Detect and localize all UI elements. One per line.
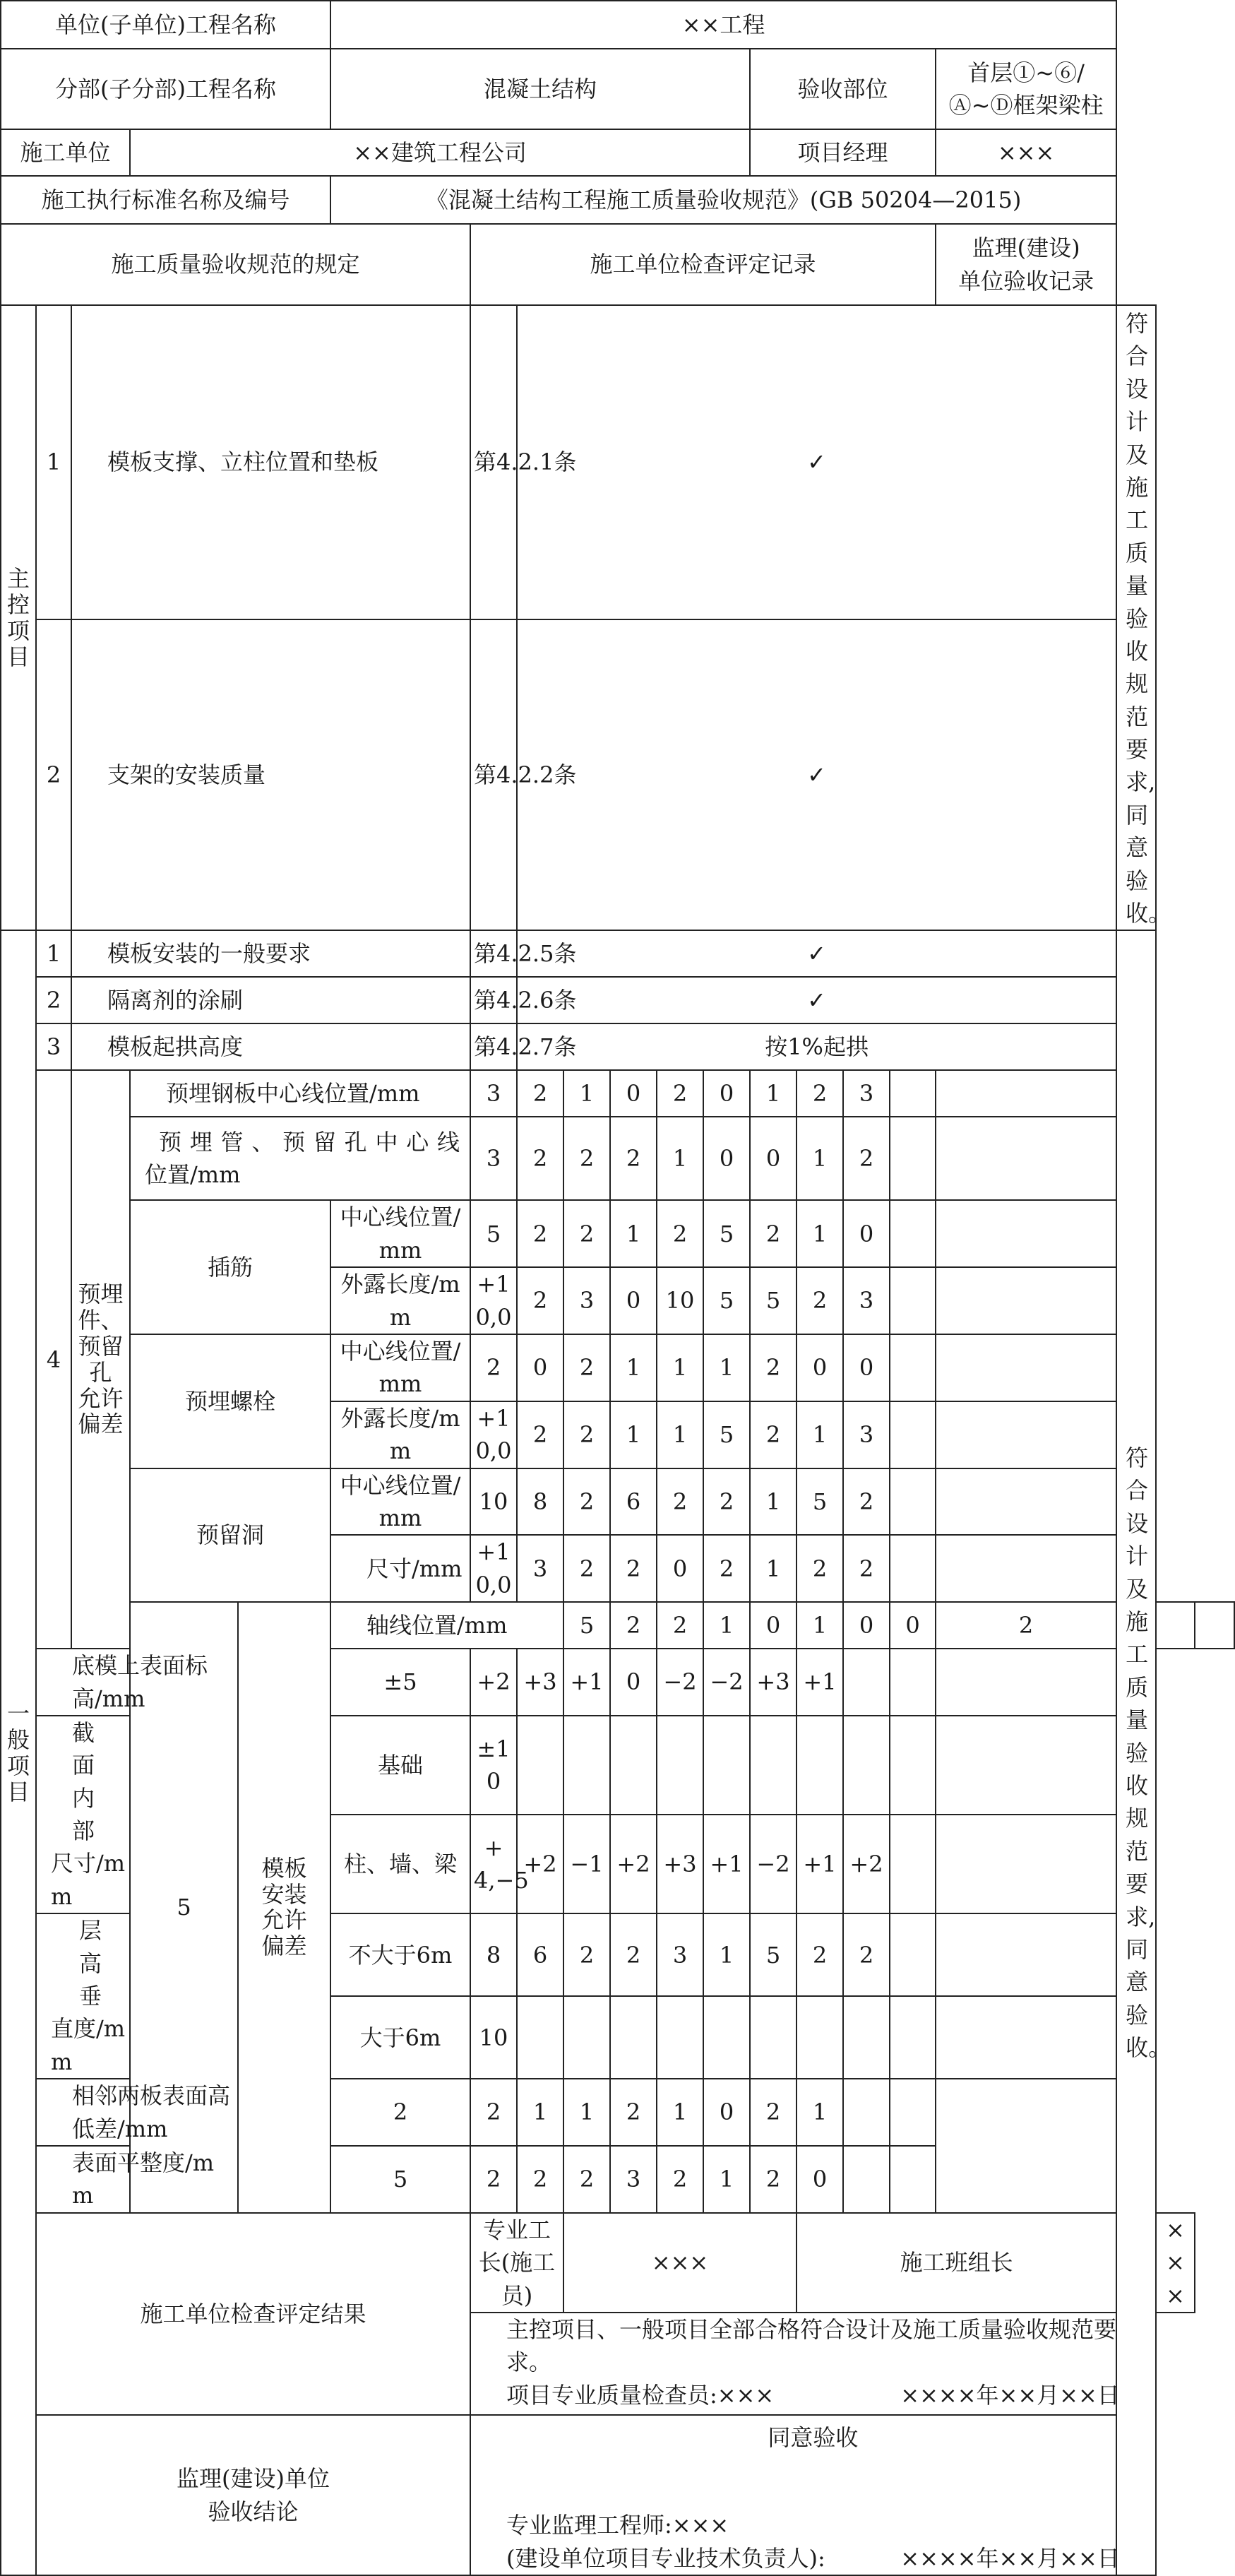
allowance: ±5	[330, 1649, 470, 1716]
measure-cell	[936, 1267, 1116, 1334]
measure-cell: −1	[563, 1815, 610, 1913]
embedded-pipe-name	[130, 1117, 470, 1200]
measure-row	[1, 1070, 1234, 1117]
sub-project-label: 分部(子分部)工程名称	[1, 49, 330, 129]
allowance: 3	[470, 1117, 517, 1200]
measure-cell	[936, 1996, 1116, 2079]
measure-cell	[563, 1716, 610, 1815]
supervisor-result-box	[470, 2415, 1156, 2575]
measure-cell: 3	[657, 1913, 703, 1996]
general-item-name: 隔离剂的涂刷	[71, 977, 470, 1023]
measure-cell: 0	[890, 1602, 936, 1649]
bolt-label: 预埋螺栓	[130, 1334, 330, 1468]
measure-cell: 1	[797, 1117, 843, 1200]
pipe-name-line-2: 位置/mm	[145, 1161, 241, 1189]
measure-cell: −2	[703, 1649, 750, 1716]
adj-name: 相邻两板表面高低差/mm	[36, 2079, 238, 2146]
measure-cell: 0	[517, 1334, 563, 1401]
supervisor-result-label	[36, 2415, 470, 2575]
measure-cell: 2	[797, 1070, 843, 1117]
pm-label: 项目经理	[750, 129, 936, 176]
inspector-label: 项目专业质量检查员:×××	[506, 2381, 775, 2409]
measure-cell: 2	[797, 1267, 843, 1334]
bolt-expose-name: 外露长度/mm	[330, 1401, 470, 1468]
measure-cell	[936, 1200, 1116, 1267]
location-label: 验收部位	[750, 49, 936, 129]
vert-le6-name: 不大于6m	[330, 1913, 470, 1996]
measure-row	[1, 1649, 1234, 1716]
general-item-result: ✓	[517, 930, 1116, 977]
supervisor-label-line-1: 监理(建设)单位	[177, 2465, 330, 2493]
measure-cell	[750, 1716, 797, 1815]
general-item-clause: 第4.2.5条	[470, 930, 517, 977]
embedded-plate-name: 预埋钢板中心线位置/mm	[130, 1070, 470, 1117]
measure-cell: −2	[657, 1649, 703, 1716]
general-item-no: 2	[36, 977, 71, 1023]
allowance: 3	[470, 1070, 517, 1117]
main-item-result: ✓	[517, 305, 1116, 619]
measure-cell	[703, 1716, 750, 1815]
main-item-clause: 第4.2.2条	[470, 619, 517, 931]
allowance: 10	[470, 1996, 517, 2079]
section-label	[36, 1716, 130, 1913]
measure-cell	[890, 1815, 936, 1913]
measure-cell	[563, 1996, 610, 2079]
measure-cell: 1	[563, 1070, 610, 1117]
measure-cell: 3	[563, 1267, 610, 1334]
main-items-group-label	[1, 305, 36, 930]
unit-project-label: 单位(子单位)工程名称	[1, 1, 330, 49]
main-item-name: 模板支撑、立柱位置和垫板	[71, 305, 470, 619]
measure-row	[1, 1334, 1234, 1401]
measure-cell: 1	[797, 1401, 843, 1468]
measure-cell: 0	[657, 1535, 703, 1602]
measure-cell: 5	[750, 1913, 797, 1996]
contractor-result-box	[470, 2313, 1156, 2415]
measure-cell	[610, 1996, 657, 2079]
measure-cell: 1	[703, 2146, 750, 2213]
measure-cell: 1	[797, 1200, 843, 1267]
measure-cell: 1	[517, 2079, 563, 2146]
main-item-no: 1	[36, 305, 71, 619]
measure-cell: 1	[797, 2079, 843, 2146]
measure-cell	[1195, 1602, 1234, 1649]
allowance: 5	[330, 2146, 470, 2213]
measure-cell	[936, 1334, 1116, 1401]
measure-cell	[890, 2146, 936, 2213]
measure-cell	[1156, 1602, 1195, 1649]
measure-cell: 1	[750, 1070, 797, 1117]
vert-label-line-1: 层高垂	[79, 1917, 102, 2010]
measure-row	[1, 2146, 1234, 2213]
pm-value: ×××	[936, 129, 1116, 176]
main-group-char-3: 项	[6, 617, 30, 644]
measure-cell	[936, 1913, 1116, 1996]
embedded-label-line-2: 件、	[78, 1307, 124, 1334]
allowance: 8	[470, 1913, 517, 1996]
measure-cell	[890, 1913, 936, 1996]
contractor-result-label: 施工单位检查评定结果	[36, 2213, 470, 2415]
formwork-label-line-1: 模板	[261, 1854, 307, 1882]
measure-cell: 5	[750, 1267, 797, 1334]
measure-cell	[657, 1996, 703, 2079]
measure-row	[1, 1200, 1234, 1267]
measure-cell: 1	[657, 2079, 703, 2146]
measure-cell: 0	[843, 1200, 890, 1267]
unit-project-value: ××工程	[330, 1, 1116, 49]
measure-cell: 2	[797, 1913, 843, 1996]
contractor-label: 施工单位	[1, 129, 130, 176]
formwork-label-line-2: 安装	[261, 1880, 307, 1908]
measure-cell: 2	[657, 1468, 703, 1536]
measure-cell	[843, 2079, 890, 2146]
measure-cell: 0	[750, 1117, 797, 1200]
measure-cell: 3	[843, 1401, 890, 1468]
spec-column-header: 施工质量验收规范的规定	[1, 224, 470, 305]
measure-cell	[936, 1535, 1116, 1602]
measure-cell	[843, 2146, 890, 2213]
measure-cell: 0	[703, 1117, 750, 1200]
embedded-label-line-4: 孔	[89, 1358, 112, 1386]
elev-name: 底模上表面标高/mm	[36, 1649, 238, 1716]
location-line-2: Ⓐ~Ⓓ框架梁柱	[948, 92, 1104, 119]
record-column-header: 施工单位检查评定记录	[470, 224, 936, 305]
measure-cell	[843, 1649, 890, 1716]
pipe-name-line-1: 预埋管、预留孔中心线	[159, 1129, 460, 1156]
rebar-label: 插筋	[130, 1200, 330, 1334]
rebar-expose-name: 外露长度/mm	[330, 1267, 470, 1334]
general-item-clause: 第4.2.6条	[470, 977, 517, 1023]
embedded-label-line-5: 允许	[78, 1384, 124, 1412]
measure-cell: 1	[750, 1468, 797, 1536]
measure-cell: 0	[843, 1334, 890, 1401]
measure-cell: 2	[750, 1200, 797, 1267]
measure-cell	[890, 1649, 936, 1716]
allowance: +4,−5	[470, 1815, 517, 1913]
hole-size-name: 尺寸/mm	[330, 1535, 470, 1602]
measure-cell	[843, 1716, 890, 1815]
measure-cell	[890, 1117, 936, 1200]
measure-cell: 2	[610, 2079, 657, 2146]
measure-cell	[890, 1716, 936, 1815]
measure-cell: 2	[517, 1200, 563, 1267]
measure-cell: 2	[610, 1117, 657, 1200]
embedded-label-line-6: 偏差	[78, 1411, 124, 1438]
axis-name: 轴线位置/mm	[330, 1602, 563, 1649]
measure-cell: 1	[703, 1602, 750, 1649]
main-item-result: ✓	[517, 619, 1116, 931]
main-group-char-1: 主	[6, 565, 30, 593]
formwork-item-no: 5	[130, 1602, 238, 2213]
embedded-label-line-3: 预留	[78, 1332, 124, 1360]
measure-cell	[890, 1070, 936, 1117]
general-item-name: 模板安装的一般要求	[71, 930, 470, 977]
sub-project-value: 混凝土结构	[330, 49, 750, 129]
main-item-no: 2	[36, 619, 71, 931]
supervisor-sign-line	[471, 2542, 1155, 2575]
allowance: 5	[563, 1602, 610, 1649]
allowance: ±10	[470, 1716, 517, 1815]
measure-cell: 2	[797, 1535, 843, 1602]
standard-label: 施工执行标准名称及编号	[1, 176, 330, 224]
vert-gt6-name: 大于6m	[330, 1996, 470, 2079]
measure-cell: 2	[657, 1602, 703, 1649]
measure-cell: 1	[703, 1913, 750, 1996]
allowance: +10,0	[470, 1267, 517, 1334]
team-leader-value: ×××	[1156, 2213, 1195, 2313]
rebar-center-name: 中心线位置/mm	[330, 1200, 470, 1267]
measure-cell: 2	[750, 2079, 797, 2146]
measure-cell: 2	[517, 1070, 563, 1117]
measure-cell: +1	[797, 1649, 843, 1716]
measure-cell: 2	[563, 1200, 610, 1267]
allowance: 2	[470, 1334, 517, 1401]
formwork-group-label	[238, 1602, 330, 2213]
foreman-value: ×××	[563, 2213, 797, 2313]
measure-cell: 3	[843, 1070, 890, 1117]
section-base-name: 基础	[330, 1716, 470, 1815]
hole-center-name: 中心线位置/mm	[330, 1468, 470, 1536]
measure-cell	[890, 1267, 936, 1334]
measure-cell	[936, 1070, 1116, 1117]
contractor-result-text: 主控项目、一般项目全部合格符合设计及施工质量验收规范要求。	[506, 2315, 1117, 2376]
allowance: 2	[330, 2079, 470, 2146]
measure-cell	[797, 1716, 843, 1815]
measure-cell: +1	[703, 1815, 750, 1913]
allowance: 5	[470, 1200, 517, 1267]
measure-cell: +2	[610, 1815, 657, 1913]
main-items-conclusion: 符合设计及施工质量验收规范要求,同意验收。	[1116, 305, 1156, 930]
measure-cell: 0	[797, 1334, 843, 1401]
vert-label	[36, 1913, 130, 2079]
measure-cell: 1	[657, 1117, 703, 1200]
measure-cell	[936, 1401, 1116, 1468]
allowance: +10,0	[470, 1401, 517, 1468]
main-group-char-4: 目	[6, 643, 30, 670]
measure-cell: 1	[610, 1200, 657, 1267]
measure-cell: 0	[703, 1070, 750, 1117]
measure-cell: 0	[610, 1267, 657, 1334]
measure-cell	[797, 1996, 843, 2079]
measure-cell: 2	[703, 1468, 750, 1536]
measure-row	[1, 2079, 1234, 2146]
measure-cell: 0	[703, 2079, 750, 2146]
measure-cell: 5	[703, 1401, 750, 1468]
general-item-result: ✓	[517, 977, 1116, 1023]
hole-label: 预留洞	[130, 1468, 330, 1603]
measure-cell	[610, 1716, 657, 1815]
measure-cell: 6	[517, 1913, 563, 1996]
measure-cell	[936, 1716, 1116, 1815]
measure-cell	[890, 1200, 936, 1267]
measure-cell: 2	[610, 1535, 657, 1602]
measure-cell: 2	[750, 2146, 797, 2213]
contractor-date: ××××年××月××日	[900, 2381, 1120, 2409]
formwork-label-line-4: 偏差	[261, 1933, 307, 1960]
measure-cell: 2	[657, 2146, 703, 2213]
measure-cell	[936, 1117, 1116, 1200]
general-item-name: 模板起拱高度	[71, 1023, 470, 1070]
measure-cell: 5	[703, 1200, 750, 1267]
measure-cell: 2	[750, 1334, 797, 1401]
measure-cell: 2	[703, 1535, 750, 1602]
measure-cell	[936, 1468, 1116, 1536]
measure-cell: 0	[610, 1070, 657, 1117]
measure-cell: 2	[517, 2146, 563, 2213]
measure-row	[1, 1602, 1234, 1649]
measure-cell: 2	[563, 1535, 610, 1602]
measure-cell: +3	[517, 1649, 563, 1716]
measure-cell: 2	[843, 1468, 890, 1536]
vert-label-line-2: 直度/mm	[51, 2015, 126, 2075]
supervisor-label-line-2: 验收结论	[208, 2498, 299, 2525]
general-group-char-3: 项	[6, 1752, 30, 1779]
general-items-group-label	[1, 930, 36, 2575]
measure-cell: 2	[470, 2146, 517, 2213]
measure-cell: +1	[797, 1815, 843, 1913]
measure-cell: 2	[563, 1913, 610, 1996]
measure-cell: 2	[563, 1117, 610, 1200]
measure-cell: 2	[657, 1070, 703, 1117]
embedded-item-no: 4	[36, 1070, 71, 1649]
measure-row	[1, 1468, 1234, 1536]
measure-cell: 2	[843, 1535, 890, 1602]
measure-cell: 1	[657, 1334, 703, 1401]
measure-cell: +2	[843, 1815, 890, 1913]
measure-cell: 1	[703, 1334, 750, 1401]
contractor-sign-line	[471, 2379, 1155, 2411]
measure-cell	[890, 1996, 936, 2079]
embedded-group-label	[71, 1070, 130, 1649]
embedded-label-line-1: 预埋	[78, 1281, 124, 1308]
measure-cell	[517, 1716, 563, 1815]
measure-cell: 1	[610, 1334, 657, 1401]
measure-cell: −2	[750, 1815, 797, 1913]
main-group-char-2: 控	[6, 590, 30, 618]
supervisor-column-header	[936, 224, 1116, 305]
location-value	[936, 49, 1116, 129]
measure-cell: 1	[797, 1602, 843, 1649]
measure-cell: 1	[563, 2079, 610, 2146]
measure-cell: 8	[517, 1468, 563, 1536]
measure-cell: 1	[750, 1535, 797, 1602]
measure-cell: 6	[610, 1468, 657, 1536]
measure-cell: 0	[843, 1602, 890, 1649]
section-label-line-2: 尺寸/mm	[51, 1850, 126, 1910]
allowance: 10	[470, 1468, 517, 1536]
allowance: +10,0	[470, 1535, 517, 1602]
measure-cell: 2	[750, 1401, 797, 1468]
general-item-no: 1	[36, 930, 71, 977]
general-group-char-4: 目	[6, 1778, 30, 1805]
measure-cell: 2	[843, 1117, 890, 1200]
measure-cell	[703, 1996, 750, 2079]
measure-cell: 0	[750, 1602, 797, 1649]
measure-cell: 5	[797, 1468, 843, 1536]
measure-cell: +2	[517, 1815, 563, 1913]
measure-cell: +1	[563, 1649, 610, 1716]
measure-cell: 2	[610, 1913, 657, 1996]
measure-cell: 2	[843, 1913, 890, 1996]
measure-cell: 2	[470, 2079, 517, 2146]
measure-cell: 3	[517, 1535, 563, 1602]
measure-cell: 3	[610, 2146, 657, 2213]
measure-cell: 2	[517, 1401, 563, 1468]
general-items-conclusion: 符合设计及施工质量验收规范要求,同意验收。	[1116, 930, 1156, 2575]
measure-cell: 2	[517, 1267, 563, 1334]
measure-cell: +3	[657, 1815, 703, 1913]
section-label-line-1: 截面内部	[72, 1719, 95, 1845]
measure-cell: 2	[657, 1200, 703, 1267]
supervisor-result: 同意验收	[768, 2424, 859, 2452]
measure-cell: 1	[657, 1401, 703, 1468]
bolt-center-name: 中心线位置/mm	[330, 1334, 470, 1401]
measure-cell: 2	[563, 2146, 610, 2213]
measure-cell	[890, 2079, 936, 2146]
engineer-label: 专业监理工程师:×××	[506, 2512, 729, 2539]
supervisor-header-line-2: 单位验收记录	[958, 267, 1094, 295]
general-item-no: 3	[36, 1023, 71, 1070]
measure-cell	[890, 1535, 936, 1602]
measure-cell: 0	[797, 2146, 843, 2213]
standard-value: 《混凝土结构工程施工质量验收规范》(GB 50204—2015)	[330, 176, 1116, 224]
section-cwb-name: 柱、墙、梁	[330, 1815, 470, 1913]
measure-cell: 3	[843, 1267, 890, 1334]
measure-cell: 2	[610, 1602, 657, 1649]
owner-tech-label: (建设单位项目专业技术负责人):	[506, 2544, 825, 2572]
general-group-char-2: 般	[6, 1726, 30, 1753]
measure-cell: 1	[610, 1401, 657, 1468]
measure-cell: 2	[563, 1334, 610, 1401]
measure-cell: 5	[703, 1267, 750, 1334]
formwork-label-line-3: 允许	[261, 1906, 307, 1934]
foreman-label: 专业工长(施工员)	[470, 2213, 563, 2313]
main-item-clause: 第4.2.1条	[470, 305, 517, 619]
general-item-clause: 第4.2.7条	[470, 1023, 517, 1070]
supervisor-header-line-1: 监理(建设)	[972, 235, 1080, 262]
location-line-1: 首层①~⑥/	[967, 59, 1085, 86]
measure-cell: 2	[563, 1468, 610, 1536]
measure-cell	[890, 1334, 936, 1401]
measure-cell: 0	[610, 1649, 657, 1716]
measure-cell: 10	[657, 1267, 703, 1334]
contractor-value: ××建筑工程公司	[130, 129, 750, 176]
supervisor-date: ××××年××月××日	[900, 2544, 1120, 2572]
measure-row	[1, 1117, 1234, 1200]
flat-name: 表面平整度/mm	[36, 2146, 238, 2213]
measure-cell: +2	[470, 1649, 517, 1716]
general-item-result: 按1%起拱	[517, 1023, 1116, 1070]
general-group-char-1: 一	[6, 1700, 30, 1728]
team-leader-label: 施工班组长	[797, 2213, 1116, 2313]
measure-cell: +3	[750, 1649, 797, 1716]
measure-cell: 2	[936, 1602, 1116, 1649]
measure-cell	[517, 1996, 563, 2079]
measure-cell	[657, 1716, 703, 1815]
measure-cell: 2	[517, 1117, 563, 1200]
measure-cell	[750, 1996, 797, 2079]
measure-cell: 2	[563, 1401, 610, 1468]
supervisor-sign-block	[471, 2509, 1155, 2575]
measure-cell	[843, 1996, 890, 2079]
measure-cell	[936, 1815, 1116, 1913]
main-item-name: 支架的安装质量	[71, 619, 470, 931]
measure-cell	[890, 1401, 936, 1468]
measure-cell	[890, 1468, 936, 1536]
